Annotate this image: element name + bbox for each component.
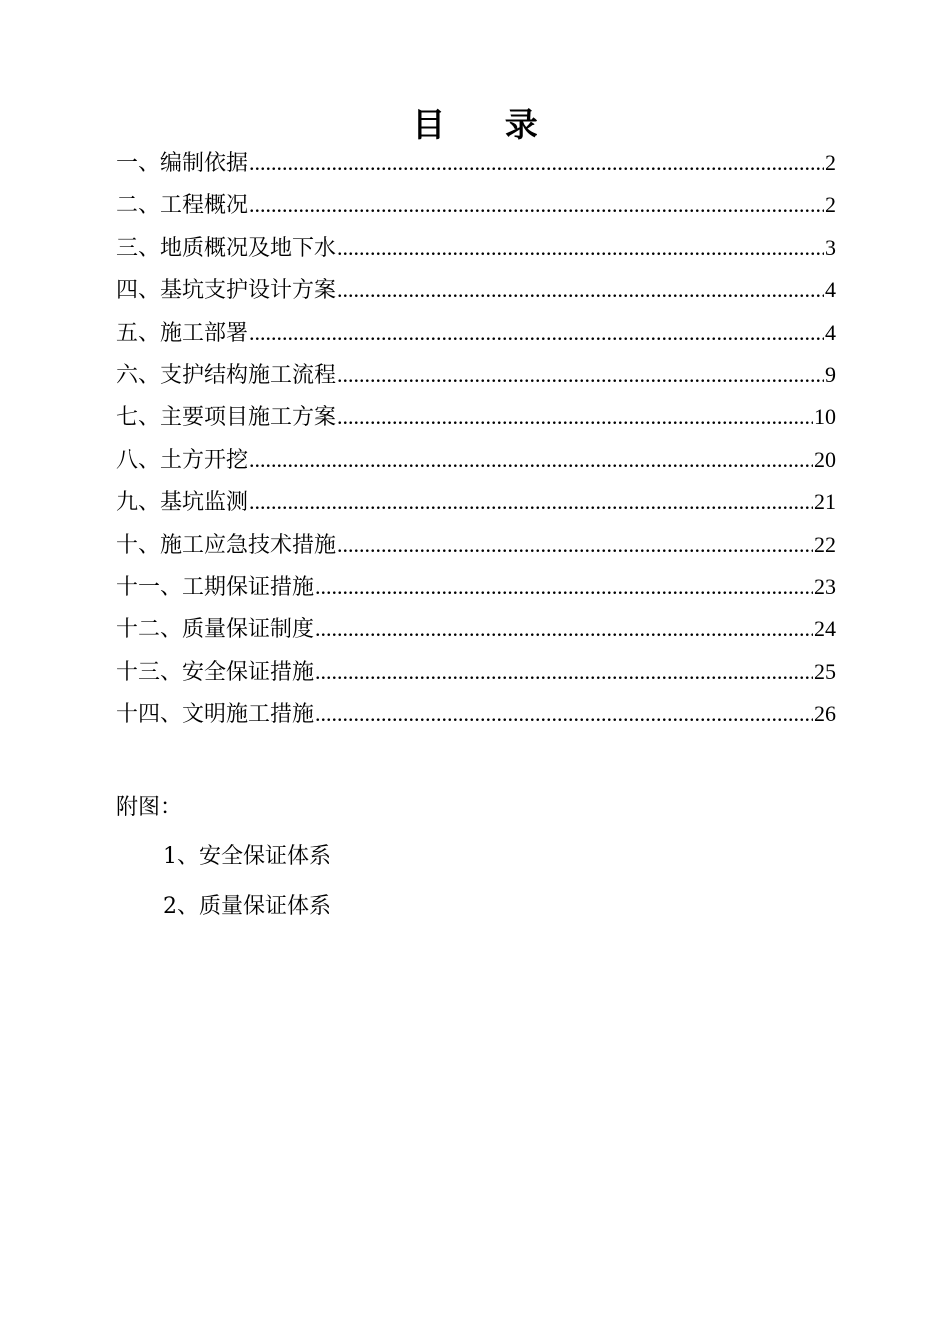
toc-entry-label: 十二、质量保证制度 — [116, 617, 315, 643]
toc-entry-label: 一、编制依据 — [116, 151, 249, 176]
toc-entry-label: 十四、文明施工措施 — [116, 702, 315, 728]
toc-entry-label: 十、施工应急技术措施 — [116, 532, 337, 558]
toc-dot-leader — [249, 481, 813, 523]
toc-dot-leader — [315, 651, 813, 693]
toc-entry-page: 4 — [825, 277, 836, 303]
toc-entry-page: 2 — [825, 150, 836, 175]
toc-entry-page: 25 — [814, 658, 836, 684]
toc-entry[interactable] — [116, 227, 836, 269]
toc-entry-page: 26 — [814, 701, 836, 727]
toc-dot-leader — [337, 354, 824, 396]
toc-entry[interactable] — [116, 312, 836, 354]
appendix-item: 2、质量保证体系 — [163, 894, 331, 919]
toc-entry[interactable] — [116, 396, 836, 438]
appendix-item: 1、安全保证体系 — [163, 844, 331, 869]
toc-dot-leader — [315, 608, 813, 650]
toc-entry[interactable] — [116, 439, 836, 481]
toc-entry[interactable] — [116, 269, 836, 311]
toc-dot-leader — [249, 184, 824, 226]
toc-entry-label: 九、基坑监测 — [116, 490, 249, 516]
toc-entry-label: 七、主要项目施工方案 — [116, 405, 337, 431]
toc-dot-leader — [315, 693, 813, 735]
toc-entry-label: 八、土方开挖 — [116, 447, 249, 473]
toc-dot-leader — [249, 142, 824, 184]
toc-entry-page: 22 — [814, 531, 836, 557]
toc-entry-page: 9 — [825, 361, 836, 387]
toc-entry[interactable] — [116, 481, 836, 523]
toc-entry-label: 五、施工部署 — [116, 320, 249, 346]
toc-entry[interactable] — [116, 608, 836, 650]
toc-dot-leader — [249, 439, 813, 481]
toc-entry-label: 十一、工期保证措施 — [116, 574, 315, 600]
toc-entry[interactable] — [116, 693, 836, 735]
toc-entry[interactable] — [116, 566, 836, 608]
toc-entry-page: 24 — [814, 616, 836, 642]
page-title: 目 录 — [412, 105, 562, 144]
table-of-contents — [116, 142, 836, 735]
toc-entry-label: 六、支护结构施工流程 — [116, 362, 337, 388]
toc-dot-leader — [249, 312, 824, 354]
toc-entry[interactable] — [116, 354, 836, 396]
toc-entry-page: 20 — [814, 446, 836, 472]
toc-entry[interactable] — [116, 184, 836, 226]
toc-entry-label: 三、地质概况及地下水 — [116, 235, 337, 261]
toc-entry-page: 3 — [825, 234, 836, 260]
toc-dot-leader — [315, 566, 813, 608]
toc-entry[interactable] — [116, 524, 836, 566]
toc-entry-label: 二、工程概况 — [116, 193, 249, 219]
appendix-heading: 附图： — [116, 795, 183, 820]
toc-dot-leader — [337, 269, 824, 311]
toc-entry-page: 21 — [814, 489, 836, 515]
toc-dot-leader — [337, 396, 813, 438]
toc-entry[interactable] — [116, 142, 836, 184]
toc-dot-leader — [337, 227, 824, 269]
toc-entry-page: 10 — [814, 404, 836, 430]
toc-entry-page: 2 — [825, 192, 836, 218]
toc-entry-page: 4 — [825, 319, 836, 345]
toc-entry-label: 十三、安全保证措施 — [116, 659, 315, 685]
toc-entry-label: 四、基坑支护设计方案 — [116, 278, 337, 304]
toc-dot-leader — [337, 524, 813, 566]
toc-entry-page: 23 — [814, 573, 836, 599]
toc-entry[interactable] — [116, 651, 836, 693]
